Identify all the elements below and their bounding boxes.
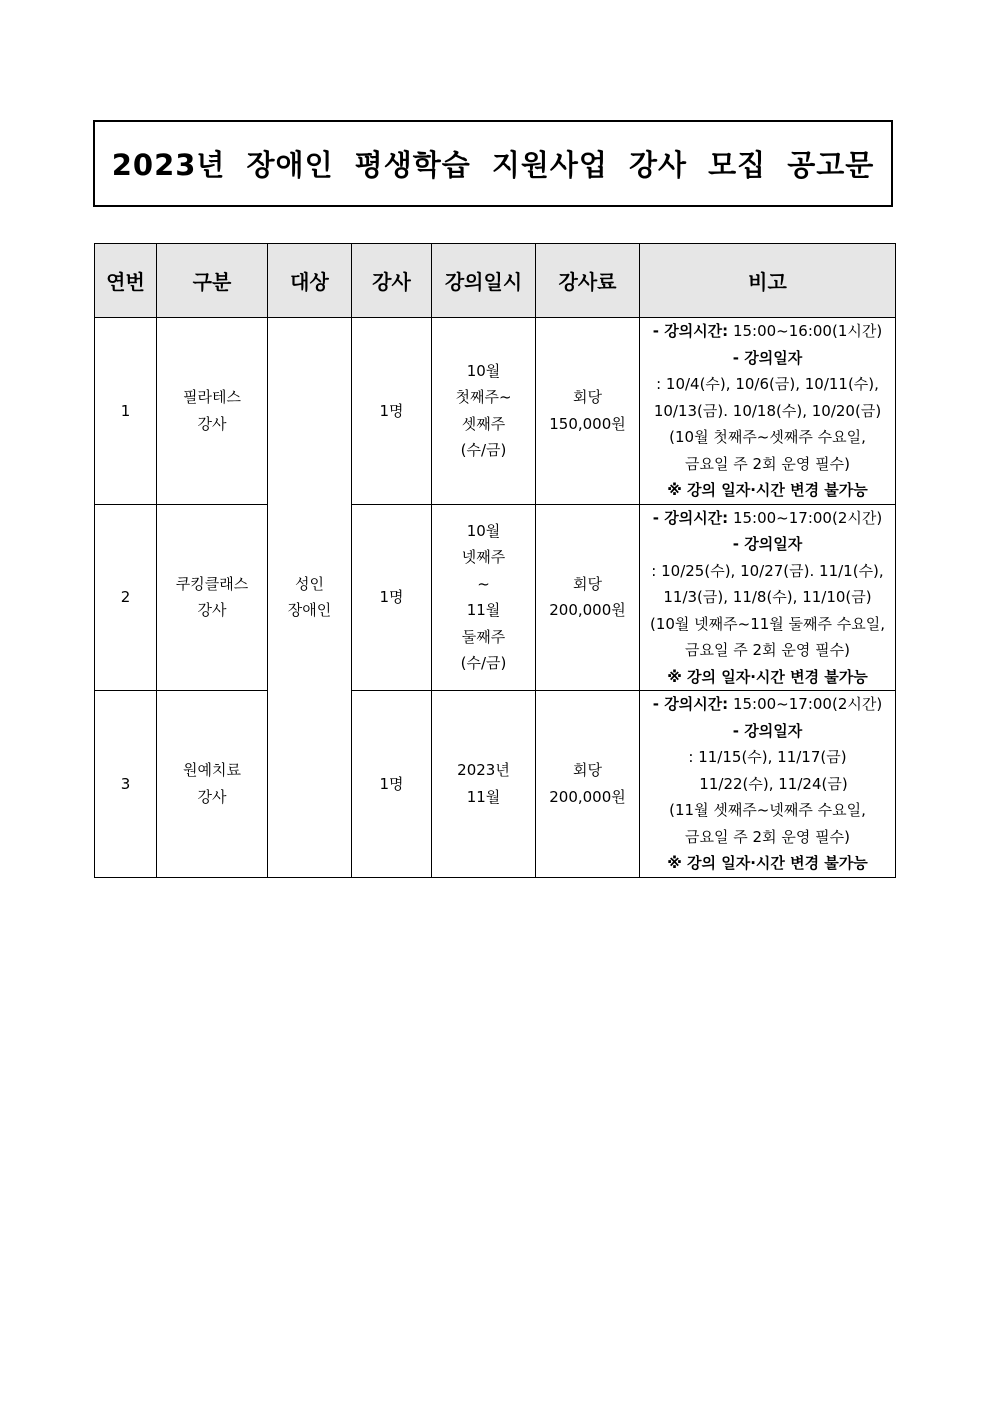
row-no: 2 <box>95 504 157 691</box>
row-category: 필라테스 강사 <box>157 318 268 505</box>
row-no: 3 <box>95 691 157 878</box>
page-title: 2023년 장애인 평생학습 지원사업 강사 모집 공고문 <box>111 148 875 182</box>
row-target: 성인 장애인 <box>268 318 352 878</box>
notice-text: ※ 강의 일자·시간 변경 불가능 <box>667 854 868 872</box>
table-row <box>95 691 896 878</box>
header-schedule: 강의일시 <box>432 244 536 318</box>
table-row <box>95 318 896 505</box>
row-fee: 회당 200,000원 <box>536 691 640 878</box>
row-instructor: 1명 <box>352 318 432 505</box>
row-category: 원예치료 강사 <box>157 691 268 878</box>
row-fee: 회당 200,000원 <box>536 504 640 691</box>
header-target: 대상 <box>268 244 352 318</box>
row-remarks: - 강의시간: 15:00~17:00(2시간) - 강의일자 : 10/25(수), 10/27(금). 11/1(수), 11/3(금), 11/8(수), 11/10(금) (10월 넷째주~11월 둘째주 수요일, 금요일 주 2회 운영 필수) ※ 강의 일자·시간 변경 불가능 <box>640 504 896 691</box>
header-no: 연번 <box>95 244 157 318</box>
notice-text: ※ 강의 일자·시간 변경 불가능 <box>667 481 868 499</box>
row-instructor: 1명 <box>352 691 432 878</box>
title-box <box>93 120 893 207</box>
table-row <box>95 504 896 691</box>
row-schedule: 10월 넷째주 ~ 11월 둘째주 (수/금) <box>432 504 536 691</box>
table-header-row <box>95 244 896 318</box>
header-remarks: 비고 <box>640 244 896 318</box>
notice-text: ※ 강의 일자·시간 변경 불가능 <box>667 667 868 686</box>
header-fee: 강사료 <box>536 244 640 318</box>
row-no: 1 <box>95 318 157 505</box>
row-remarks: - 강의시간: 15:00~17:00(2시간) - 강의일자 : 11/15(수), 11/17(금) 11/22(수), 11/24(금) (11월 셋째주~넷째주 수요일, 금요일 주 2회 운영 필수) ※ 강의 일자·시간 변경 불가능 <box>640 691 896 878</box>
row-schedule: 2023년 11월 <box>432 691 536 878</box>
row-category: 쿠킹클래스 강사 <box>157 504 268 691</box>
row-instructor: 1명 <box>352 504 432 691</box>
row-fee: 회당 150,000원 <box>536 318 640 505</box>
row-schedule: 10월 첫째주~ 셋째주 (수/금) <box>432 318 536 505</box>
header-instructor: 강사 <box>352 244 432 318</box>
recruitment-table <box>94 243 896 878</box>
header-category: 구분 <box>157 244 268 318</box>
row-remarks: - 강의시간: 15:00~16:00(1시간) - 강의일자 : 10/4(수), 10/6(금), 10/11(수), 10/13(금). 10/18(수), 10/20(금) (10월 첫째주~셋째주 수요일, 금요일 주 2회 운영 필수) ※ 강의 일자·시간 변경 불가능 <box>640 318 896 505</box>
